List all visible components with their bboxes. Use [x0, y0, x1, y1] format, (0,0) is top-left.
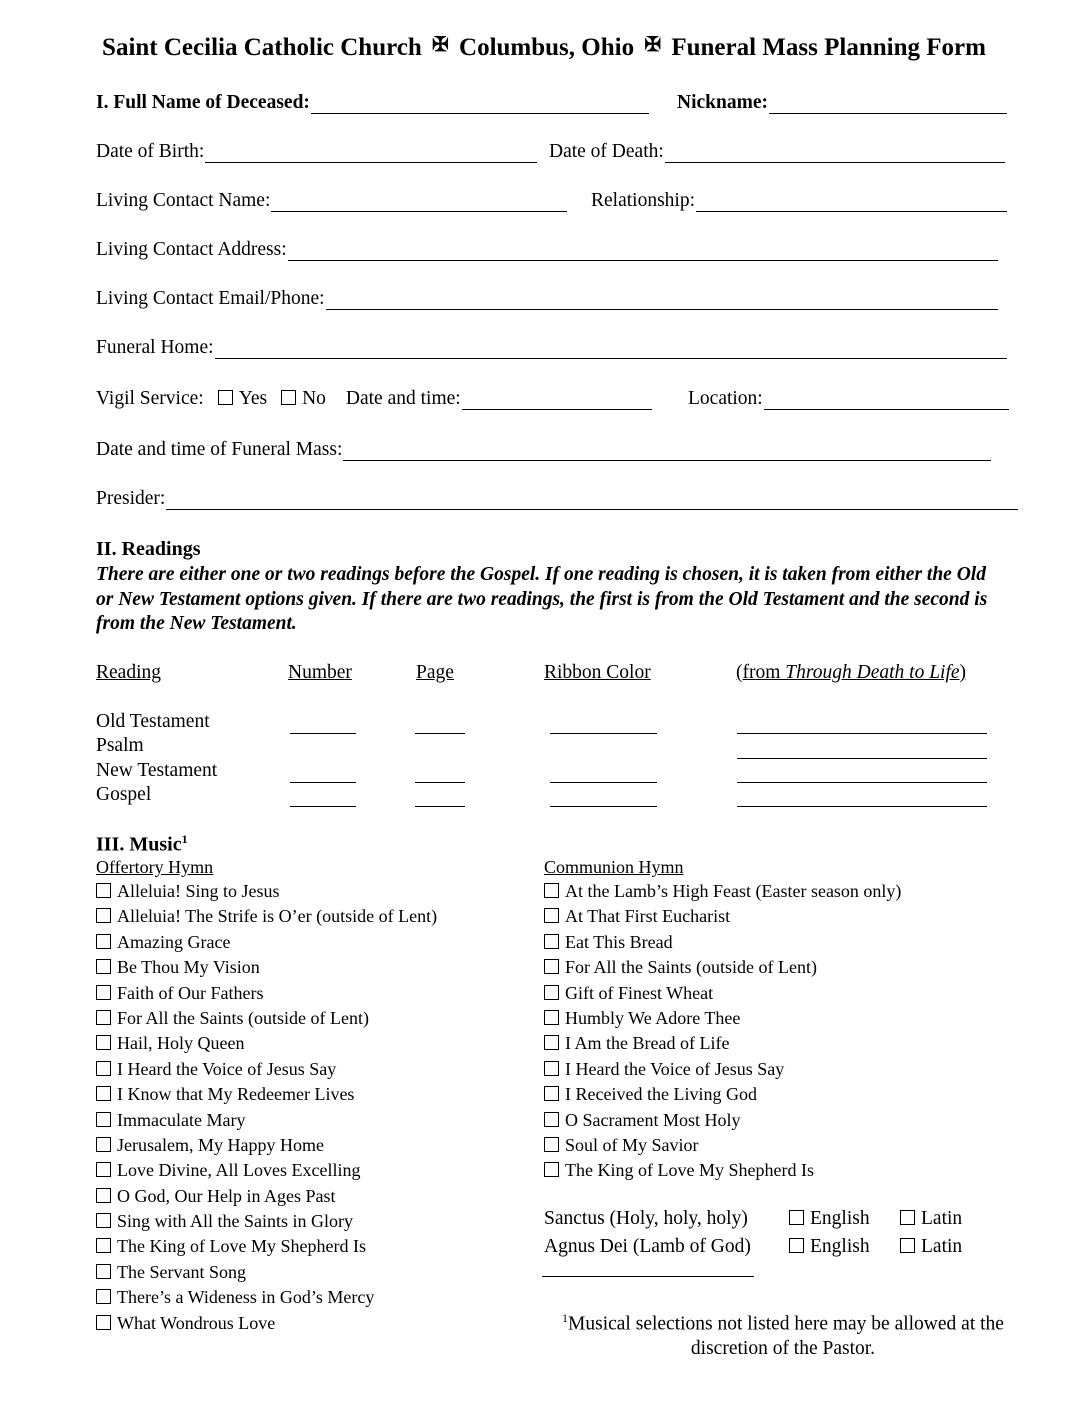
mass-datetime-label: Date and time of Funeral Mass:	[96, 439, 343, 460]
checkbox-icon[interactable]	[544, 1112, 559, 1127]
title-city: Columbus, Ohio	[459, 34, 635, 61]
sanctus-english-label: English	[810, 1208, 870, 1229]
offertory-hymn-item[interactable]	[96, 930, 437, 955]
offertory-hymn-item[interactable]	[96, 1311, 437, 1336]
checkbox-icon[interactable]	[96, 1137, 111, 1152]
communion-hymn-item-label: At That First Eucharist	[565, 906, 731, 927]
old-testament-page-input[interactable]	[415, 733, 465, 734]
checkbox-icon[interactable]	[900, 1238, 915, 1253]
agnus-latin-label: Latin	[921, 1236, 963, 1257]
checkbox-icon[interactable]	[96, 908, 111, 923]
communion-hymn-item[interactable]	[544, 1108, 901, 1133]
dod-label: Date of Death:	[549, 141, 664, 162]
agnus-english-label: English	[810, 1236, 870, 1257]
checkbox-icon[interactable]	[544, 985, 559, 1000]
checkbox-icon[interactable]	[96, 1162, 111, 1177]
new-testament-ribbon-input[interactable]	[550, 782, 657, 783]
title-form-name: Funeral Mass Planning Form	[671, 34, 986, 61]
communion-hymn-item-label: I Am the Bread of Life	[565, 1033, 730, 1054]
checkbox-icon[interactable]	[96, 1112, 111, 1127]
gospel-source-input[interactable]	[737, 806, 987, 807]
agnus-latin-option[interactable]	[900, 1236, 962, 1258]
music-footnote-text: Musical selections not listed here may be allowed at the discretion of the Pastor.	[568, 1313, 1004, 1359]
checkbox-icon[interactable]	[218, 390, 233, 405]
presider-label: Presider:	[96, 488, 166, 509]
sanctus-label: Sanctus (Holy, holy, holy)	[544, 1208, 748, 1229]
nickname-label: Nickname:	[677, 92, 768, 113]
presider-input[interactable]	[166, 491, 1018, 510]
offertory-hymn-item[interactable]	[96, 955, 437, 980]
checkbox-icon[interactable]	[544, 883, 559, 898]
music-heading	[96, 832, 188, 857]
funeral-home-field	[96, 337, 1007, 359]
col-source-prefix: (from	[736, 662, 786, 683]
checkbox-icon[interactable]	[96, 1289, 111, 1304]
funeral-home-input[interactable]	[215, 340, 1007, 359]
title-church: Saint Cecilia Catholic Church	[102, 34, 422, 61]
offertory-hymn-item[interactable]	[96, 1006, 437, 1031]
offertory-hymn-item[interactable]	[96, 1209, 437, 1234]
offertory-hymn-item-label: Alleluia! The Strife is O’er (outside of Lent)	[117, 906, 438, 927]
communion-hymn-item[interactable]	[544, 1057, 901, 1082]
relationship-input[interactable]	[696, 193, 1007, 212]
footnote-marker: 1	[562, 1311, 569, 1325]
offertory-hymn-item-label: The Servant Song	[117, 1261, 246, 1282]
offertory-hymn-heading: Offertory Hymn	[96, 857, 214, 877]
readings-instructions: There are either one or two readings before the Gospel. If one reading is chosen, it is taken from either the Old or New Testament options given. If there are two readings, the first is from the Old Testament and the second is from the New Testament.	[96, 564, 988, 634]
col-source	[736, 662, 966, 684]
gospel-number-input[interactable]	[290, 806, 356, 807]
music-footnote	[560, 1306, 1006, 1361]
offertory-hymn-item-label: I Know that My Redeemer Lives	[117, 1084, 355, 1105]
offertory-hymn-item-label: What Wondrous Love	[117, 1312, 276, 1333]
footnote-divider	[542, 1276, 754, 1277]
psalm-source-input[interactable]	[737, 758, 987, 759]
sanctus-latin-option[interactable]	[900, 1208, 962, 1230]
col-reading: Reading	[96, 662, 161, 683]
offertory-hymn-item[interactable]	[96, 1260, 437, 1285]
footnote-marker: 1	[181, 832, 188, 846]
communion-hymn-item[interactable]	[544, 879, 901, 904]
col-source-suffix: )	[959, 662, 967, 683]
vigil-field	[96, 388, 652, 410]
reading-row-gospel: Gospel	[96, 784, 152, 805]
communion-hymn-item-label: I Received the Living God	[565, 1084, 757, 1105]
offertory-hymn-item-label: Immaculate Mary	[117, 1109, 246, 1130]
checkbox-icon[interactable]	[96, 1264, 111, 1279]
gospel-page-input[interactable]	[415, 806, 465, 807]
checkbox-icon[interactable]	[96, 985, 111, 1000]
communion-hymn-item[interactable]	[544, 981, 901, 1006]
offertory-hymn-item[interactable]	[96, 1184, 437, 1209]
checkbox-icon[interactable]	[544, 1035, 559, 1050]
checkbox-icon[interactable]	[96, 1035, 111, 1050]
communion-hymn-item[interactable]	[544, 1082, 901, 1107]
page-title	[0, 32, 1088, 62]
checkbox-icon[interactable]	[96, 1238, 111, 1253]
communion-hymn-item[interactable]	[544, 955, 901, 980]
agnus-english-option[interactable]	[789, 1236, 870, 1258]
communion-hymn-item-label: Gift of Finest Wheat	[565, 982, 714, 1003]
offertory-hymn-item[interactable]	[96, 1082, 437, 1107]
col-source-book: Through Death to Life	[785, 662, 960, 683]
communion-hymn-item-label: O Sacrament Most Holy	[565, 1109, 741, 1130]
vigil-datetime-label: Date and time:	[345, 388, 461, 409]
offertory-hymn-item[interactable]	[96, 1285, 437, 1310]
communion-hymn-item[interactable]	[544, 904, 901, 929]
reading-row-old-testament: Old Testament	[96, 711, 210, 732]
offertory-hymn-item[interactable]	[96, 1108, 437, 1133]
communion-hymn-item[interactable]	[544, 1031, 901, 1056]
checkbox-icon[interactable]	[96, 959, 111, 974]
communion-hymn-item-label: Eat This Bread	[565, 931, 673, 952]
contact-name-field	[96, 190, 567, 212]
funeral-home-label: Funeral Home:	[96, 337, 214, 358]
offertory-hymn-item-label: Alleluia! Sing to Jesus	[117, 881, 280, 901]
offertory-hymn-item-label: Be Thou My Vision	[117, 957, 260, 978]
offertory-hymn-item-label: Sing with All the Saints in Glory	[117, 1211, 354, 1232]
vigil-no-label: No	[302, 388, 326, 409]
vigil-label: Vigil Service:	[96, 388, 204, 409]
col-ribbon-color: Ribbon Color	[544, 662, 651, 683]
offertory-hymn-item[interactable]	[96, 1158, 437, 1183]
communion-hymn-item-label: I Heard the Voice of Jesus Say	[565, 1058, 785, 1079]
agnus-dei-row	[544, 1236, 963, 1258]
offertory-hymn-item[interactable]	[96, 1133, 437, 1158]
nickname-input[interactable]	[769, 95, 1007, 114]
relationship-label: Relationship:	[591, 190, 695, 211]
vigil-yes-option[interactable]	[218, 388, 267, 410]
offertory-hymn-item-label: O God, Our Help in Ages Past	[117, 1185, 336, 1206]
contact-address-label: Living Contact Address:	[96, 239, 287, 260]
contact-address-input[interactable]	[288, 242, 998, 261]
communion-hymn-item-label: At the Lamb’s High Feast (Easter season only)	[565, 881, 902, 901]
offertory-hymn-item[interactable]	[96, 1031, 437, 1056]
vigil-datetime-input[interactable]	[462, 391, 652, 410]
offertory-hymn-item[interactable]	[96, 879, 437, 904]
contact-name-input[interactable]	[271, 193, 567, 212]
dob-input[interactable]	[205, 144, 537, 163]
mass-datetime-field	[96, 439, 991, 461]
checkbox-icon[interactable]	[96, 1086, 111, 1101]
dob-label: Date of Birth:	[96, 141, 205, 162]
offertory-hymn-item[interactable]	[96, 904, 437, 929]
old-testament-source-input[interactable]	[737, 733, 987, 734]
contact-email-field	[96, 288, 998, 310]
new-testament-source-input[interactable]	[737, 782, 987, 783]
contact-email-label: Living Contact Email/Phone:	[96, 288, 325, 309]
old-testament-ribbon-input[interactable]	[550, 733, 657, 734]
relationship-field	[591, 190, 1007, 212]
offertory-hymn-item-label: Amazing Grace	[117, 931, 231, 952]
communion-hymn-item[interactable]	[544, 1006, 901, 1031]
checkbox-icon[interactable]	[96, 1213, 111, 1228]
full-name-field	[96, 92, 649, 114]
checkbox-icon[interactable]	[96, 1315, 111, 1330]
communion-hymn-item-label: Humbly We Adore Thee	[565, 1007, 741, 1028]
offertory-hymn-item[interactable]	[96, 1057, 437, 1082]
communion-hymn-item-label: For All the Saints (outside of Lent)	[565, 957, 817, 978]
nickname-field	[677, 92, 1007, 114]
gospel-ribbon-input[interactable]	[550, 806, 657, 807]
offertory-hymn-item-label: Love Divine, All Loves Excelling	[117, 1160, 361, 1181]
col-page: Page	[416, 662, 454, 683]
sanctus-row	[544, 1208, 963, 1230]
new-testament-number-input[interactable]	[290, 782, 356, 783]
checkbox-icon[interactable]	[900, 1210, 915, 1225]
new-testament-page-input[interactable]	[415, 782, 465, 783]
checkbox-icon[interactable]	[96, 1188, 111, 1203]
communion-hymn-item[interactable]	[544, 1133, 901, 1158]
dod-field	[549, 141, 1005, 163]
checkbox-icon[interactable]	[281, 390, 296, 405]
mass-datetime-input[interactable]	[343, 442, 991, 461]
agnus-dei-label: Agnus Dei (Lamb of God)	[544, 1236, 751, 1257]
reading-row-psalm: Psalm	[96, 735, 144, 756]
sanctus-english-option[interactable]	[789, 1208, 870, 1230]
sanctus-latin-label: Latin	[921, 1208, 963, 1229]
offertory-hymn-item-label: I Heard the Voice of Jesus Say	[117, 1058, 337, 1079]
offertory-hymn-item[interactable]	[96, 1234, 437, 1259]
checkbox-icon[interactable]	[544, 1162, 559, 1177]
checkbox-icon[interactable]	[96, 934, 111, 949]
vigil-location-field	[688, 388, 1009, 410]
offertory-hymn-item-label: There’s a Wideness in God’s Mercy	[117, 1287, 375, 1308]
checkbox-icon[interactable]	[544, 1137, 559, 1152]
communion-hymn-item-label: Soul of My Savior	[565, 1134, 699, 1155]
offertory-hymn-item-label: The King of Love My Shepherd Is	[117, 1236, 366, 1257]
offertory-hymn-list	[96, 855, 437, 1336]
col-number: Number	[288, 662, 352, 683]
vigil-location-label: Location:	[688, 388, 763, 409]
reading-row-new-testament: New Testament	[96, 760, 218, 781]
music-heading-text: III. Music	[96, 833, 182, 856]
offertory-hymn-item-label: Jerusalem, My Happy Home	[117, 1134, 324, 1155]
communion-hymn-item[interactable]	[544, 930, 901, 955]
vigil-location-input[interactable]	[764, 391, 1009, 410]
offertory-hymn-item-label: Faith of Our Fathers	[117, 982, 264, 1003]
cross-icon: ✠	[432, 34, 449, 56]
vigil-yes-label: Yes	[238, 388, 268, 409]
checkbox-icon[interactable]	[544, 908, 559, 923]
communion-hymn-item[interactable]	[544, 1158, 901, 1183]
checkbox-icon[interactable]	[96, 1010, 111, 1025]
checkbox-icon[interactable]	[789, 1238, 804, 1253]
contact-address-field	[96, 239, 998, 261]
old-testament-number-input[interactable]	[290, 733, 356, 734]
checkbox-icon[interactable]	[544, 959, 559, 974]
offertory-hymn-item-label: For All the Saints (outside of Lent)	[117, 1007, 369, 1028]
checkbox-icon[interactable]	[544, 1086, 559, 1101]
checkbox-icon[interactable]	[544, 1061, 559, 1076]
communion-hymn-heading: Communion Hymn	[544, 857, 684, 877]
checkbox-icon[interactable]	[544, 1010, 559, 1025]
checkbox-icon[interactable]	[96, 1061, 111, 1076]
communion-hymn-item-label: The King of Love My Shepherd Is	[565, 1160, 814, 1181]
vigil-no-option[interactable]	[281, 388, 326, 410]
cross-icon: ✠	[644, 34, 662, 56]
contact-email-input[interactable]	[326, 291, 998, 310]
offertory-hymn-item[interactable]	[96, 981, 437, 1006]
full-name-input[interactable]	[311, 95, 649, 114]
dod-input[interactable]	[665, 144, 1005, 163]
checkbox-icon[interactable]	[789, 1210, 804, 1225]
presider-field	[96, 488, 1018, 510]
contact-name-label: Living Contact Name:	[96, 190, 271, 211]
readings-heading: II. Readings	[96, 538, 201, 560]
communion-hymn-list	[544, 855, 901, 1184]
full-name-label: I. Full Name of Deceased:	[96, 92, 310, 113]
checkbox-icon[interactable]	[96, 883, 111, 898]
dob-field	[96, 141, 537, 163]
checkbox-icon[interactable]	[544, 934, 559, 949]
offertory-hymn-item-label: Hail, Holy Queen	[117, 1033, 245, 1054]
